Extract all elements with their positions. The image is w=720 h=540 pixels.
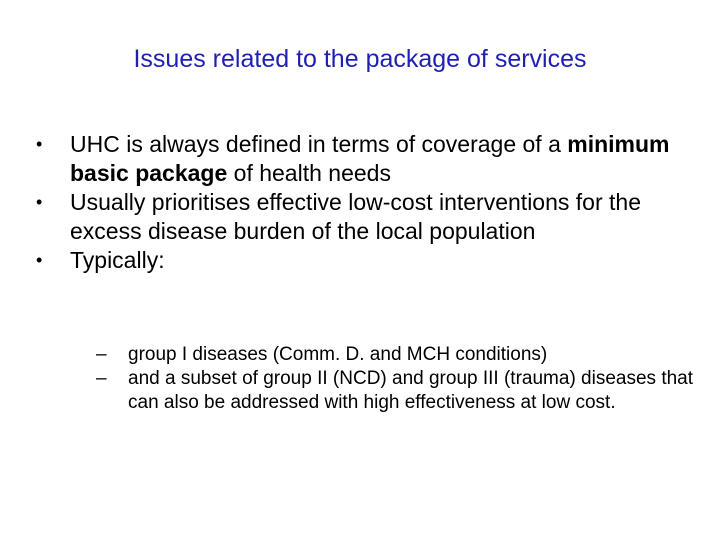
sub-item-group-two-three [96,367,696,415]
bullet-item-uhc-definition [36,130,686,188]
dash-marker: – [96,368,107,389]
bullet-text-end: of health needs [227,160,391,186]
bullet-text: Typically: [70,247,165,273]
bullet-list [36,130,686,275]
sub-item-text: and a subset of group II (NCD) and group III (trauma) diseases that can also be addressed with high effectiveness at low cost. [128,368,694,413]
sub-item-group-one [96,343,696,367]
bullet-text-bold: minimum basic package [70,131,670,186]
sub-item-text: group I diseases (Comm. D. and MCH conditions) [128,344,548,365]
bullet-item-prioritises [36,188,686,246]
bullet-marker: • [36,134,43,154]
bullet-marker: • [36,250,43,270]
bullet-text: Usually prioritises effective low-cost interventions for the excess disease burden of the local population [70,189,641,244]
slide-title: Issues related to the package of services [133,45,587,73]
sub-bullet-list [96,343,696,415]
bullet-item-typically [36,246,686,275]
bullet-marker: • [36,192,43,212]
dash-marker: – [96,344,107,365]
bullet-text-start: UHC is always defined in terms of coverage of a [70,131,568,157]
